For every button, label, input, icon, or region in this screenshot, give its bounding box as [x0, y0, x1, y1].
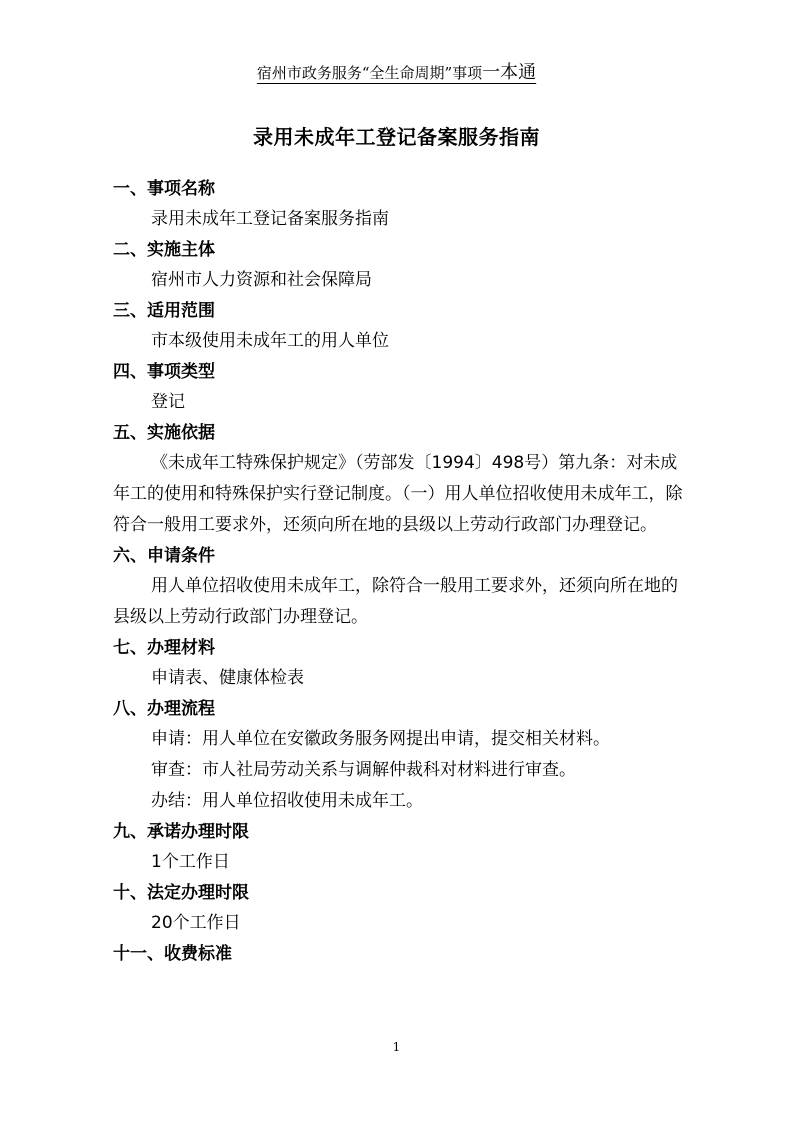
section-text: 申请表、健康体检表	[151, 668, 304, 688]
section-text: 宿州市人力资源和社会保障局	[151, 270, 372, 290]
page-number: 1	[392, 1040, 401, 1054]
section-heading: 九、承诺办理时限	[113, 822, 249, 842]
section-heading: 七、办理材料	[113, 638, 215, 658]
process-step-complete: 办结：用人单位招收使用未成年工。	[151, 791, 423, 811]
section-heading: 八、办理流程	[113, 699, 215, 719]
section-text: 登记	[151, 392, 185, 412]
page-header	[0, 58, 793, 84]
process-step-apply: 申请：用人单位在安徽政务服务网提出申请，提交相关材料。	[151, 729, 610, 749]
section-paragraph: 《未成年工特殊保护规定》（劳部发〔1994〕498号）第九条：对未成年工的使用和特殊保护实行登记制度。（一）用人单位招收使用未成年工，除符合一般用工要求外，还须向所在地的县级以上劳动行政部门办理登记。	[113, 453, 683, 535]
section-text: 录用未成年工登记备案服务指南	[151, 209, 389, 229]
section-heading: 四、事项类型	[113, 362, 215, 382]
header-title: 宿州市政务服务“全生命周期”事项	[256, 64, 483, 82]
section-heading: 五、实施依据	[113, 423, 215, 443]
section-heading: 二、实施主体	[113, 240, 215, 260]
document-body	[113, 174, 683, 969]
section-heading: 一、事项名称	[113, 179, 215, 199]
section-text: 20个工作日	[151, 913, 241, 933]
section-heading: 三、适用范围	[113, 301, 215, 321]
section-paragraph: 用人单位招收使用未成年工，除符合一般用工要求外，还须向所在地的县级以上劳动行政部门办理登记。	[113, 576, 678, 627]
section-heading: 十、法定办理时限	[113, 883, 249, 903]
section-heading: 六、申请条件	[113, 546, 215, 566]
section-text: 1个工作日	[151, 852, 230, 872]
section-heading: 十一、收费标准	[113, 944, 232, 964]
header-suffix: 一本通	[482, 62, 537, 83]
document-title: 录用未成年工登记备案服务指南	[253, 125, 540, 149]
section-text: 市本级使用未成年工的用人单位	[151, 331, 389, 351]
process-step-review: 审查：市人社局劳动关系与调解仲裁科对材料进行审查。	[151, 760, 576, 780]
